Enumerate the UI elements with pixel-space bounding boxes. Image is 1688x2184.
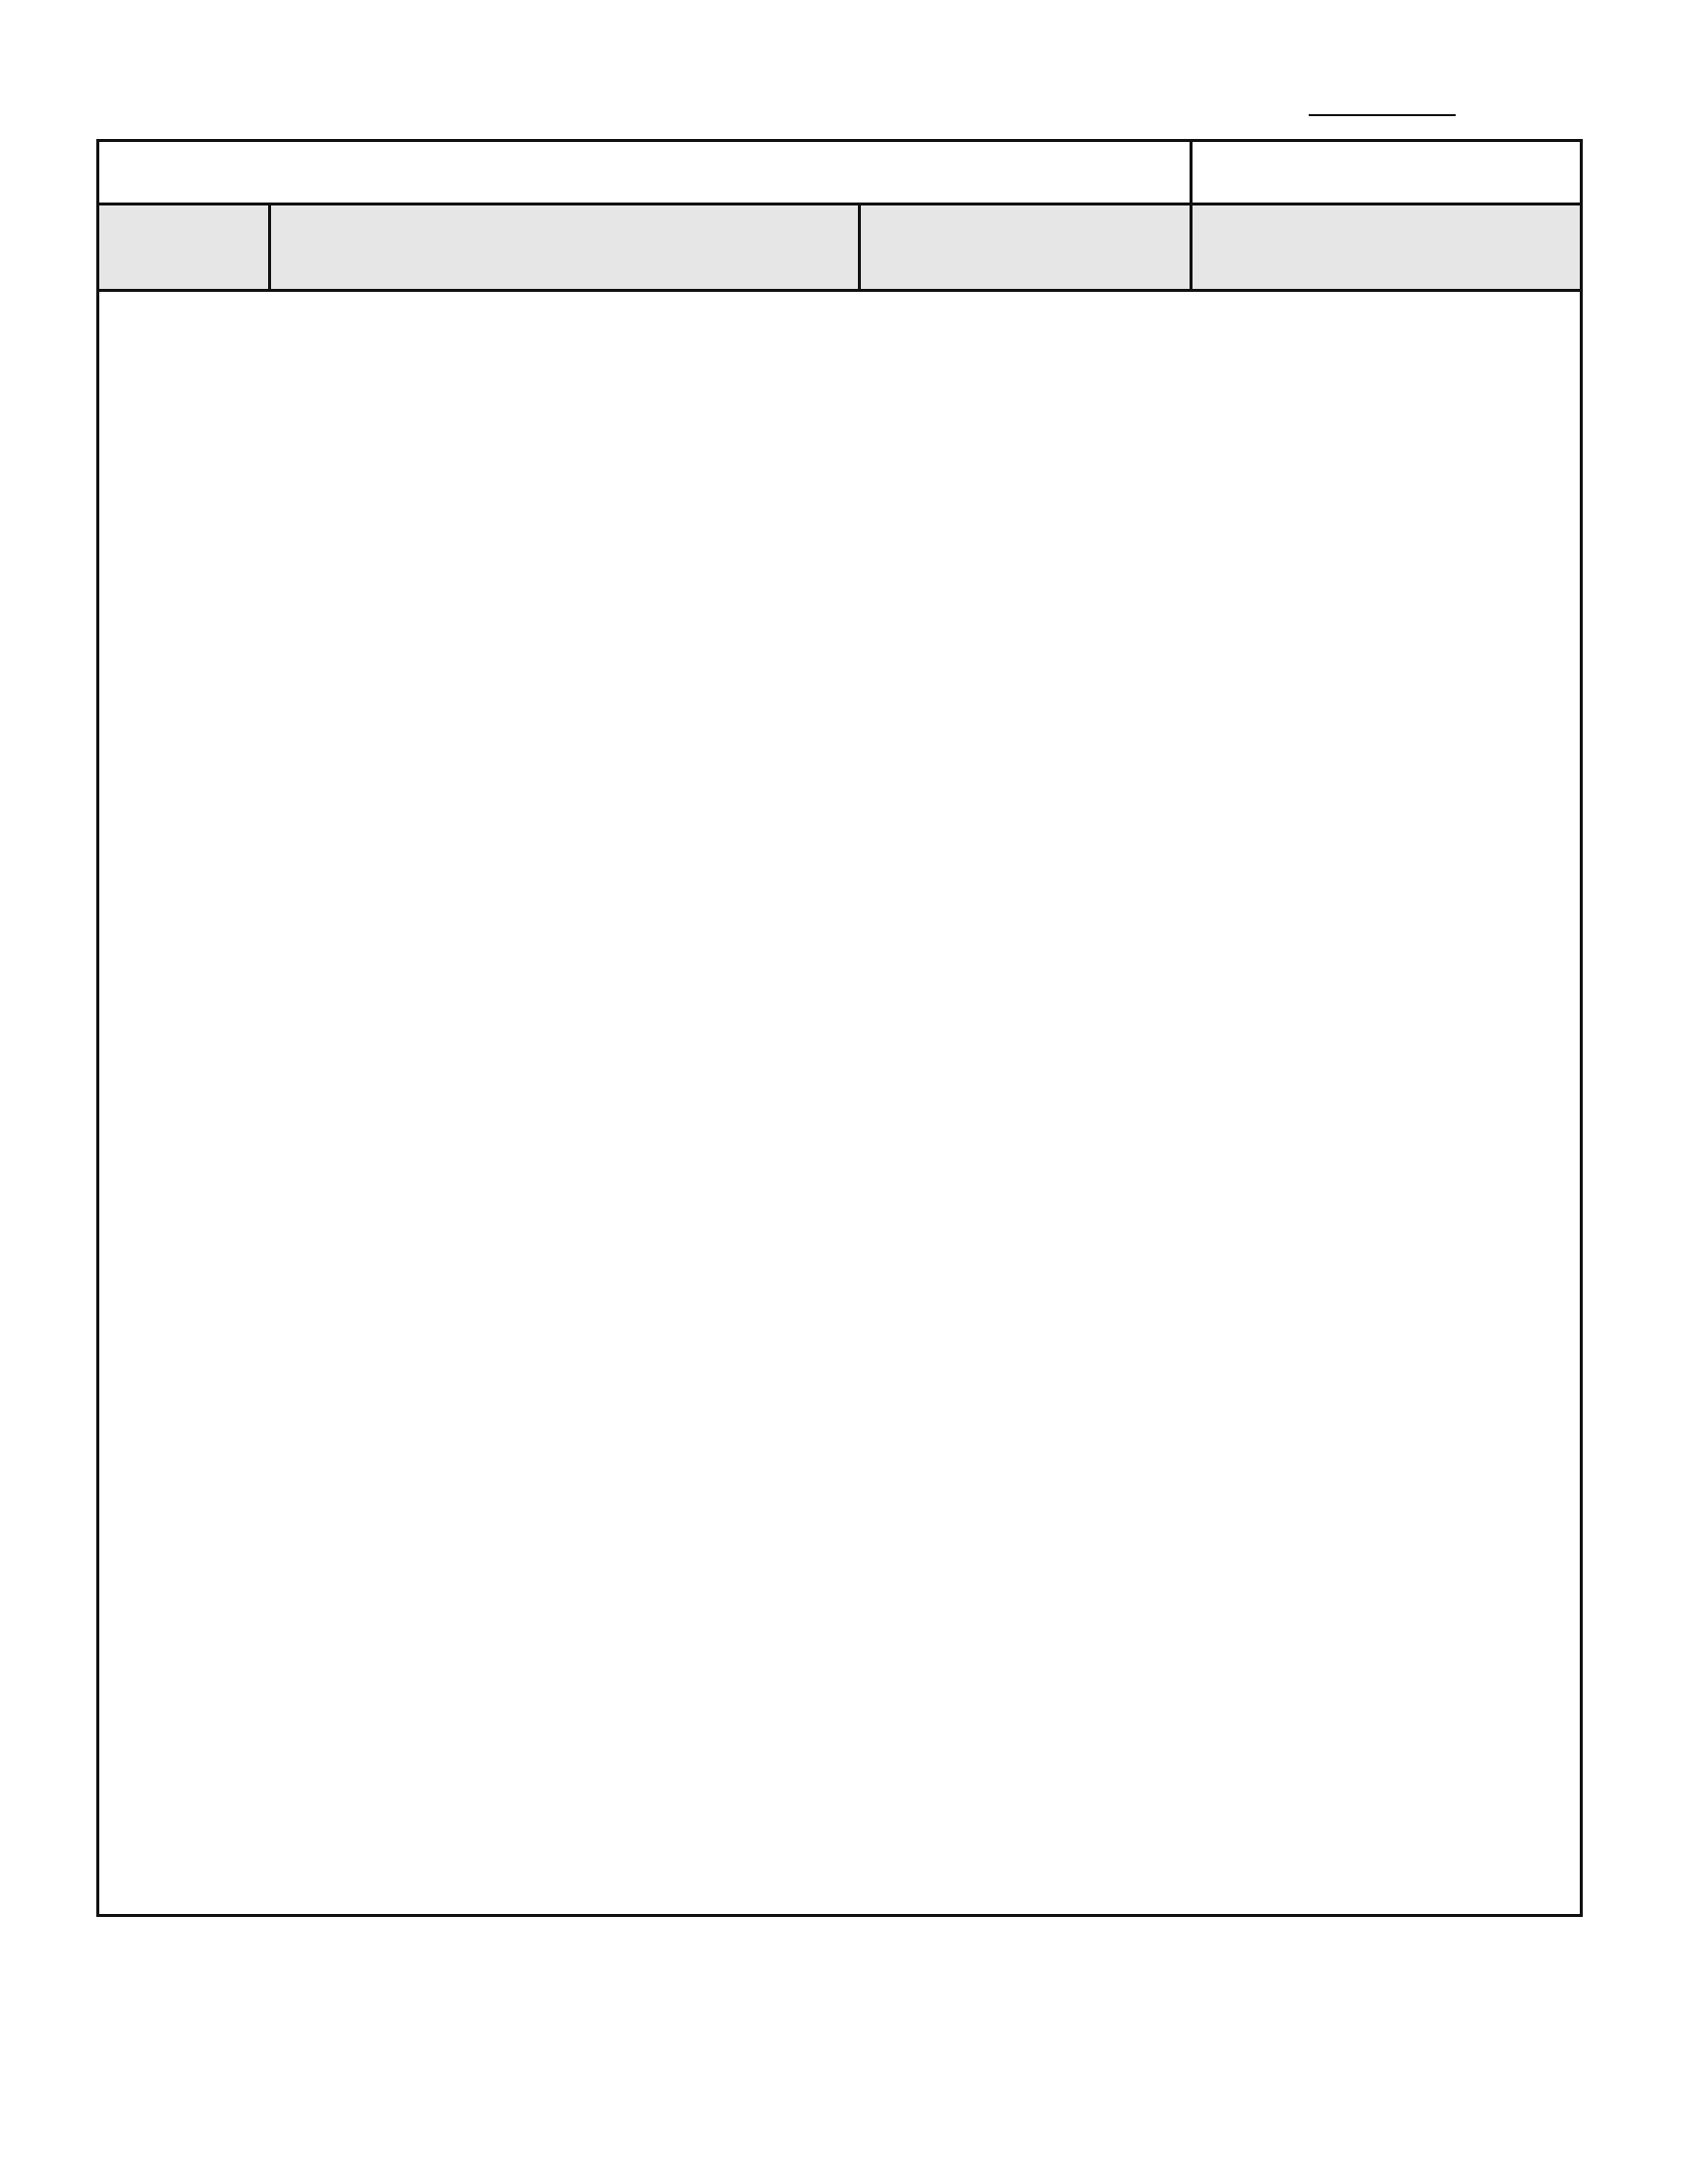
column-header-remarks — [1190, 205, 1583, 289]
column-header-claimant — [268, 205, 858, 289]
column-header-blank — [99, 205, 268, 289]
page-number-field — [1301, 94, 1456, 116]
column-header-row — [99, 205, 1580, 292]
column-header-amount — [858, 205, 1190, 289]
page-number-input[interactable] — [1309, 94, 1456, 116]
case-number-cell[interactable] — [1190, 142, 1583, 203]
debtor-row — [99, 142, 1580, 205]
claims-register-table — [96, 139, 1583, 1917]
claim-rows — [99, 292, 1580, 1917]
